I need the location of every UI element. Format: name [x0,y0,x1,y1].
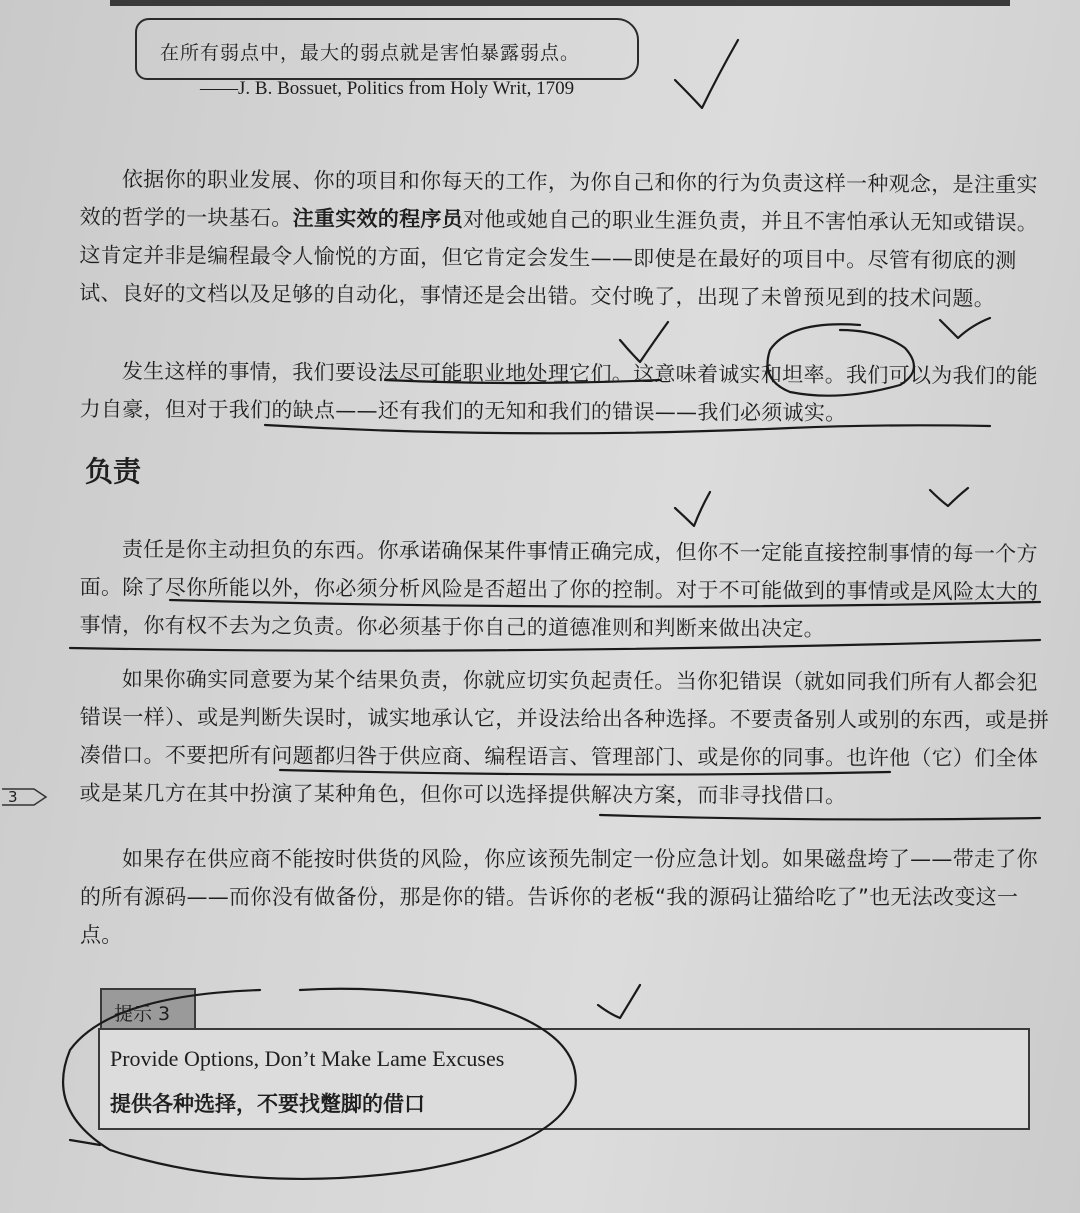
tip-label-text: 提示 3 [114,1003,171,1025]
paragraph-4: 如果你确实同意要为某个结果负责，你就应切实负起责任。当你犯错误（就如同我们所有人都会犯错误一样）、或是判断失误时，诚实地承认它，并设法给出各种选择。不要责备别人或别的东西，或是拼凑借口。不要把所有问题都归咎于供应商、编程语言、管理部门、或是你的同事。也许他（它）们全体或是某几方在其中扮演了某种角色，但你可以选择提供解决方案，而非寻找借口。 [79,667,1050,808]
tip-box [98,1028,1030,1130]
tip-english: Provide Options, Don’t Make Lame Excuses [110,1046,505,1071]
tip-chinese: 提供各种选择，不要找蹩脚的借口 [110,1092,425,1116]
paragraph-1-text-c: 对他或她自己的职业生涯负责，并且不害怕承认无知或错误。这肯定并非是编程最令人愉悦的方面，但它肯定会发生——即使是在最好的项目中。尽管有彻底的测试、良好的文档以及足够的自动化，事情还是会出错。交付晚了，出现了未曾预见到的技术问题。 [79,207,1039,311]
underline-icon [600,815,1040,819]
check-mark-icon [675,40,738,108]
check-mark-icon [598,985,640,1018]
epigraph-source: ——J. B. Bossuet, Politics from Holy Writ, 1709 [200,78,575,99]
paragraph-2: 发生这样的事情，我们要设法尽可能职业地处理它们。这意味着诚实和坦率。我们可以为我们的能力自豪，但对于我们的缺点——还有我们的无知和我们的错误——我们必须诚实。 [79,359,1038,426]
check-mark-icon [675,492,710,526]
section-heading: 负责 [85,455,142,488]
margin-tip-number: 3 [8,788,18,806]
tip-label [100,988,196,1030]
paragraph-1-bold-term: 注重实效的程序员 [292,206,464,232]
check-mark-icon [930,488,968,506]
top-rule [110,0,1010,6]
paragraph-1 [79,160,1050,318]
paragraph-3: 责任是你主动担负的东西。你承诺确保某件事情正确完成，但你不一定能直接控制事情的每一个方面。除了尽你所能以外，你必须分析风险是否超出了你的控制。对于不可能做到的事情或是风险太大的事情，你有权不去为之负责。你必须基于你自己的道德准则和判断来做出决定。 [79,537,1039,641]
paragraph-1-text-a: 依据你的职业发展、你的项目和你每天的工作，为你自己和你的行为负责这样一种观念，是注重实效的哲学的一块基石。 [79,167,1038,231]
epigraph-quote: 在所有弱点中，最大的弱点就是害怕暴露弱点。 [160,42,581,64]
paragraph-5: 如果存在供应商不能按时供货的风险，你应该预先制定一份应急计划。如果磁盘垮了——带走了你的所有源码——而你没有做备份，那是你的错。告诉你的老板“我的源码让猫给吃了”也无法改变这一点。 [80,847,1038,947]
margin-tip-marker [0,785,52,809]
check-mark-icon [940,318,990,338]
